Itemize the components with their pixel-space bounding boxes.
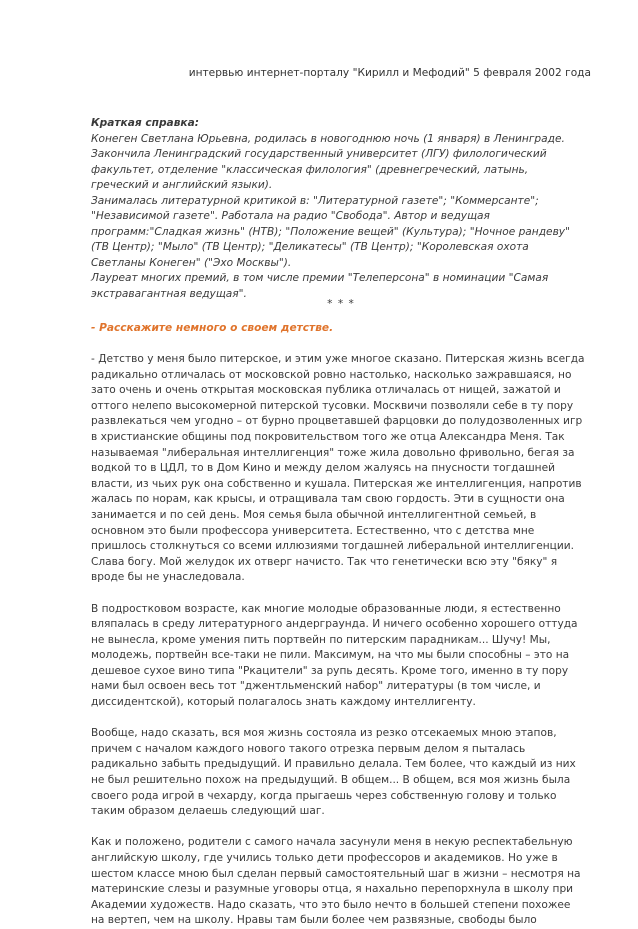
section-separator: * * * [327, 298, 355, 310]
answer-paragraph-1: - Детство у меня было питерское, и этим уже многое сказано. Питерская жизнь всегда радикально отличалась от московской ровно настолько, насколько зажравшаяся, но зато очень и очень открытая московская публика отличалась от нищей, зажатой и оттого нелепо высокомерной питерской тусовки. Москвичи позволяли себе в ту пору развлекаться чем угодно – от бурно процветавшей фарцовки до полудозволенных игр в христианские общины под покровительством того же отца Александра Меня. Так называемая "либеральная интеллигенция" тоже жила довольно фривольно, бегая за водкой то в ЦДЛ, то в Дом Кино и между делом жалуясь на пнусности тогдашней власти, из чьих рук она собственно и кушала. Питерская же интеллигенция, напротив жалась по норам, как крысы, и отращивала там свою гордость. Эти в сущности она занимается и по сей день. Моя семья была обычной интеллигентной семьей, в основном это были профессора университета. Естественно, что с детства мне пришлось столкнуться со всеми иллюзиями тогдашней либеральной интеллигенции. Слава богу. Мой желудок их отверг начисто. Так что генетически всю эту "бяку" я вроде бы не унаследовала. [91, 353, 585, 584]
interview-question: - Расскажите немного о своем детстве. [91, 322, 334, 334]
interview-answer [91, 352, 587, 929]
brief-info-paragraph-1: Конеген Светлана Юрьевна, родилась в новогоднюю ночь (1 января) в Ленинграде. Закончила Ленинградский государственный университет (ЛГУ) филологический факультет, отделение "классическая филология" (древнегреческий, латынь, греческий и английский языки). [91, 132, 565, 191]
answer-paragraph-3: Вообще, надо сказать, вся моя жизнь состояла из резко отсекаемых мною этапов, причем с началом каждого нового такого отрезка первым делом я пыталась радикально забыть предыдущий. И правильно делала. Тем более, что каждый из них не был решительно похож на предыдущий. В общем... В общем, вся моя жизнь была своего рода игрой в чехарду, когда прыгаешь через собственную голову и только таким образом делаешь следующий шаг. [91, 727, 576, 818]
brief-info-section [91, 116, 586, 302]
brief-info-title: Краткая справка: [91, 117, 199, 129]
answer-paragraph-2: В подростковом возрасте, как многие молодые образованные люди, я естественно вляпалась в среду литературного андерграунда. И ничего особенно хорошего оттуда не вынесла, кроме умения пить портвейн по питерским парадникам... Шучу! Мы, молодежь, портвейн все-таки не пили. Максимум, на что мы были способны – это на дешевое сухое вино типа "Ркацители" за рупь десять. Кроме того, именно в ту пору нами был освоен весь тот "джентльменский набор" литературы (в том числе, и диссидентской), который полагалось знать каждому интеллигенту. [91, 602, 578, 709]
brief-info-paragraph-2: Занималась литературной критикой в: "Литературной газете"; "Коммерсанте"; "Независимой газете". Работала на радио "Свобода". Автор и ведущая программ:"Сладкая жизнь" (НТВ); "Положение вещей" (Культура); "Ночное рандеву" (ТВ Центр); "Мыло" (ТВ Центр); "Деликатесы" (ТВ Центр); "Королевская охота Светланы Конеген" ("Эхо Москвы"). [91, 194, 570, 269]
answer-paragraph-4: Как и положено, родители с самого начала засунули меня в некую респектабельную английскую школу, где учились только дети профессоров и академиков. Но уже в шестом классе мною был сделан первый самостоятельный шаг в жизни – несмотря на материнские слезы и разумные уговоры отца, я нахально перепорхнула в школу при Академии художеств. Надо сказать, что это было нечто в большей степени похожее на вертеп, чем на школу. Нравы там были более чем развязные, свободы было [91, 836, 581, 927]
brief-info-paragraph-3: Лауреат многих премий, в том числе премии "Телеперсона" в номинации "Самая экстравагантная ведущая". [91, 272, 549, 300]
interview-source-line: интервью интернет-порталу "Кирилл и Мефодий" 5 февраля 2002 года [188, 67, 591, 79]
